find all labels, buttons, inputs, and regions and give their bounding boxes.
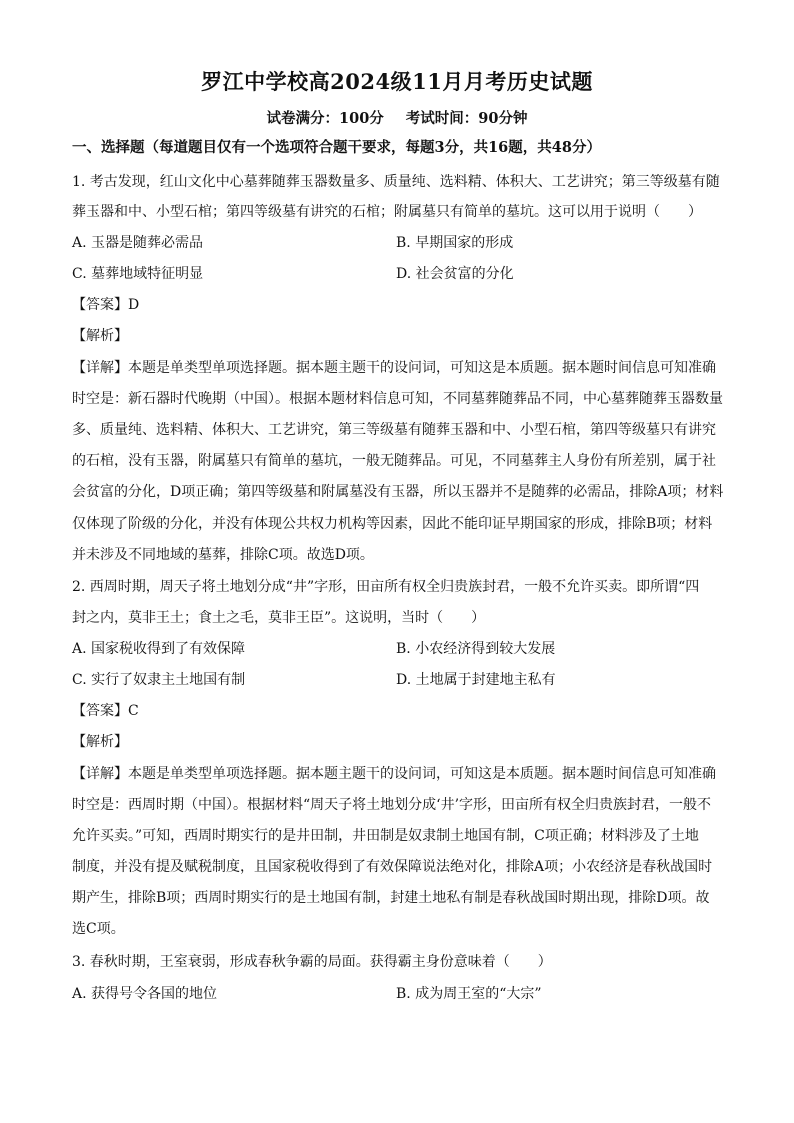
- section-heading: 一、选择题（每道题目仅有一个选项符合题干要求，每题3分，共16题，共48分）: [72, 139, 601, 156]
- q1-detail-line: 会贫富的分化，D项正确；第四等级墓和附属墓没有玉器，所以玉器并不是随葬的必需品，排除A项；材料: [72, 484, 724, 500]
- q1-detail-line: 的石棺，没有玉器，附属墓只有简单的墓坑，一般无随葬品。可见，不同墓葬主人身份有所差别，属于社: [72, 453, 716, 469]
- q2-option-a: A. 国家税收得到了有效保障: [72, 641, 246, 657]
- q1-detail-line: 多、质量纯、选料精、体积大、工艺讲究，第三等级墓有随葬玉器和中、小型石棺，第四等级墓只有讲究: [72, 422, 716, 438]
- q1-answer: 【答案】D: [72, 297, 140, 313]
- q1-detail-line: 并未涉及不同地域的墓葬，排除C项。故选D项。: [72, 547, 374, 563]
- q2-detail-line: 允许买卖。”可知，西周时期实行的是井田制，井田制是奴隶制土地国有制，C项正确；材料涉及了土地: [72, 828, 699, 844]
- q1-stem-line1: 1. 考古发现，红山文化中心墓葬随葬玉器数量多、质量纯、选料精、体积大、工艺讲究；第三等级墓有随: [72, 174, 720, 190]
- q2-detail-line: 【详解】本题是单类型单项选择题。据本题主题干的设问词，可知这是本质题。据本题时间信息可知准确: [72, 766, 716, 782]
- exam-info: [0, 107, 794, 128]
- q1-analysis-label: 【解析】: [72, 328, 128, 344]
- q1-detail-line: 仅体现了阶级的分化，并没有体现公共权力机构等因素，因此不能印证早期国家的形成，排除B项；材料: [72, 516, 713, 532]
- q2-stem-line2: 封之内，莫非王土；食土之毛，莫非王臣”。这说明，当时（ ）: [72, 610, 486, 626]
- q1-option-a: A. 玉器是随葬必需品: [72, 235, 204, 251]
- q1-option-d: D. 社会贫富的分化: [396, 266, 514, 282]
- q1-detail-line: 时空是：新石器时代晚期（中国）。根据本题材料信息可知，不同墓葬随葬品不同，中心墓葬随葬玉器数量: [72, 391, 723, 407]
- q3-option-a: A. 获得号令各国的地位: [72, 986, 218, 1002]
- q2-option-d: D. 土地属于封建地主私有: [396, 672, 556, 688]
- q2-detail-line: 制度，并没有提及赋税制度，且国家税收得到了有效保障说法绝对化，排除A项；小农经济是春秋战国时: [72, 859, 713, 875]
- q2-answer: 【答案】C: [72, 703, 139, 719]
- q3-stem-line1: 3. 春秋时期，王室衰弱，形成春秋争霸的局面。获得霸主身份意味着（ ）: [72, 954, 552, 970]
- score-info: 试卷满分：100分: [266, 110, 384, 127]
- q2-detail-line: 时空是：西周时期（中国）。根据材料“周天子将土地划分成‘井’字形，田亩所有权全归贵族封君，一般不: [72, 797, 712, 813]
- q1-detail-line: 【详解】本题是单类型单项选择题。据本题主题干的设问词，可知这是本质题。据本题时间信息可知准确: [72, 360, 716, 376]
- q1-option-b: B. 早期国家的形成: [396, 235, 514, 251]
- q1-stem-line2: 葬玉器和中、小型石棺；第四等级墓有讲究的石棺；附属墓只有简单的墓坑。这可以用于说明（ ）: [72, 204, 702, 220]
- page-title: 罗江中学校高2024级11月月考历史试题: [201, 69, 593, 94]
- time-info: 考试时间：90分钟: [405, 110, 528, 127]
- q2-analysis-label: 【解析】: [72, 734, 128, 750]
- q2-option-b: B. 小农经济得到较大发展: [396, 641, 556, 657]
- q1-option-c: C. 墓葬地域特征明显: [72, 266, 204, 282]
- q2-stem-line1: 2. 西周时期，周天子将土地划分成“井”字形，田亩所有权全归贵族封君，一般不允许买卖。即所谓“四: [72, 579, 700, 595]
- q3-option-b: B. 成为周王室的“大宗”: [396, 986, 542, 1002]
- q2-detail-line: 期产生，排除B项；西周时期实行的是土地国有制，封建土地私有制是春秋战国时期出现，排除D项。故: [72, 890, 710, 906]
- q2-option-c: C. 实行了奴隶主土地国有制: [72, 672, 246, 688]
- q2-detail-line: 选C项。: [72, 921, 125, 937]
